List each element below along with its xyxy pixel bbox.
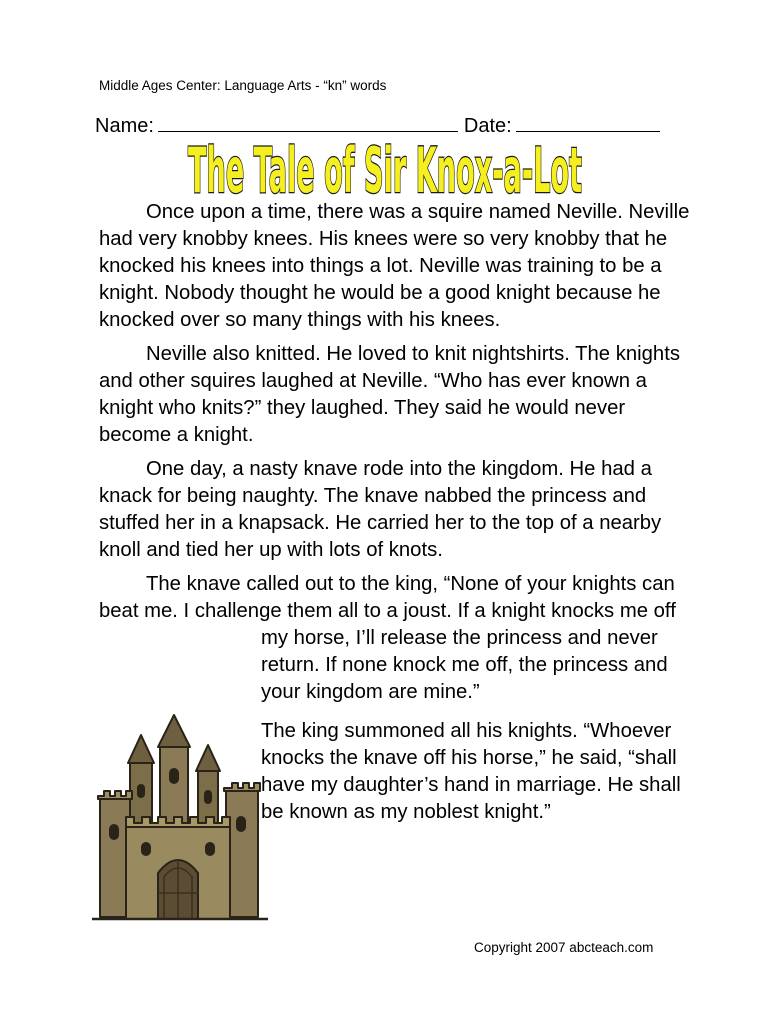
story-title-text: The Tale of Sir Knox-a-Lot	[187, 135, 582, 201]
name-blank-line[interactable]	[158, 109, 458, 132]
date-label: Date:	[463, 115, 512, 137]
story-paragraph-4: The knave called out to the king, “None of your knights can beat me. I challenge them all to a joust. If a knight knocks me off my horse, I’ll release the princess and never return. If none knock me off, the princess and your kingdom are mine.”	[99, 573, 676, 703]
name-label: Name:	[95, 115, 154, 137]
story-paragraph-5: The king summoned all his knights. “Whoever knocks the knave off his horse,” he said, “shall have my daughter’s hand in marriage. He shall be known as my noblest knight.”	[261, 720, 681, 823]
story-paragraph-3: One day, a nasty knave rode into the kingdom. He had a knack for being naughty. The knave nabbed the princess and stuffed her in a knapsack. He carried her to the top of a nearby knoll and tied her up with lots of knots.	[99, 458, 662, 561]
story-paragraph-1: Once upon a time, there was a squire named Neville. Neville had very knobby knees. His knees were so very knobby that he knocked his knees into things a lot. Neville was training to be a knight. Nobody thought he would be a good knight because he knocked over so many things with his knees.	[99, 201, 690, 331]
worksheet-subtitle: Middle Ages Center: Language Arts - “kn” words	[99, 78, 387, 93]
castle-illustration	[86, 707, 276, 929]
story-paragraph-2: Neville also knitted. He loved to knit nightshirts. The knights and other squires laughed at Neville. “Who has ever known a knight who knits?” they laughed. They said he would never become a knight.	[99, 343, 680, 446]
story-title	[175, 135, 595, 201]
date-blank-line[interactable]	[516, 109, 660, 132]
copyright-notice: Copyright 2007 abcteach.com	[474, 940, 654, 955]
